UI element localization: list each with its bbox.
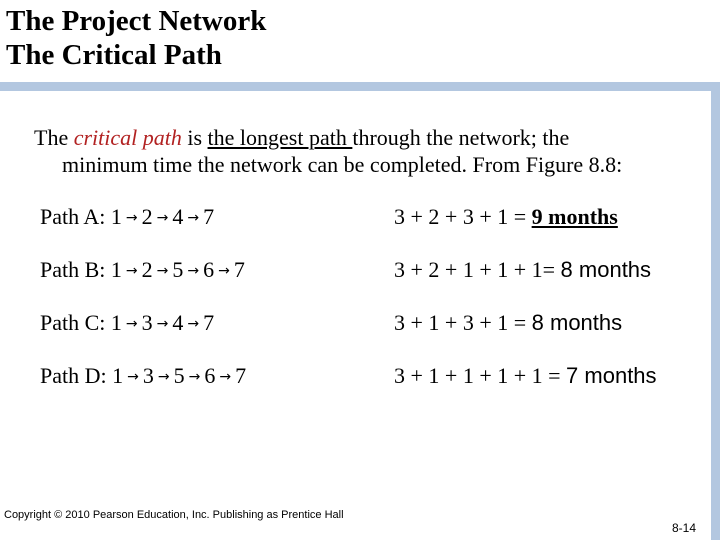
critical-path-term: critical path	[73, 125, 182, 150]
arrow-icon: →	[125, 263, 138, 279]
path-node: 5	[172, 257, 184, 282]
arrow-icon: →	[187, 316, 200, 332]
path-node: 3	[141, 310, 153, 335]
title-divider-bar	[0, 82, 720, 91]
intro-post: through the network; the	[352, 125, 570, 150]
path-calculation	[394, 202, 618, 232]
calc-result: 7 months	[566, 363, 657, 388]
arrow-icon: →	[218, 263, 230, 279]
path-node: 7	[203, 310, 215, 335]
path-label: Path A: 1	[40, 204, 122, 229]
path-label: Path B: 1	[40, 257, 122, 282]
path-node: 7	[203, 204, 215, 229]
path-sequence	[40, 361, 246, 392]
intro-underlined: the longest path	[207, 125, 353, 150]
page-number: 8-14	[672, 521, 697, 535]
arrow-icon: →	[127, 369, 139, 385]
calc-sum: 3 + 2 + 3 + 1 =	[394, 204, 532, 229]
path-sequence	[40, 308, 214, 339]
path-calculation	[394, 255, 651, 285]
calc-sum: 3 + 1 + 1 + 1 + 1 =	[394, 363, 567, 388]
calc-sum: 3 + 1 + 3 + 1 =	[394, 310, 532, 335]
calc-sum: 3 + 2 + 1 + 1 + 1=	[394, 257, 561, 282]
calc-result-critical: 9 months	[531, 204, 618, 229]
path-sequence	[40, 255, 245, 286]
path-node: 2	[141, 204, 153, 229]
arrow-icon: →	[219, 369, 232, 385]
arrow-icon: →	[156, 263, 169, 279]
slide-title	[6, 4, 266, 72]
intro-line-2: minimum time the network can be completed. From Figure 8.8:	[62, 152, 623, 177]
path-node: 2	[141, 257, 153, 282]
calc-result: 8 months	[531, 310, 623, 335]
path-calculation	[394, 308, 622, 338]
path-node: 7	[235, 363, 247, 388]
path-label: Path D: 1	[40, 363, 124, 388]
arrow-icon: →	[157, 369, 170, 385]
title-line-1: The Project Network	[6, 5, 267, 37]
arrow-icon: →	[187, 263, 200, 279]
calc-result: 8 months	[560, 257, 652, 282]
path-label: Path C: 1	[40, 310, 122, 335]
arrow-icon: →	[156, 210, 169, 226]
path-node: 5	[173, 363, 185, 388]
path-node: 4	[172, 204, 184, 229]
path-node: 4	[172, 310, 184, 335]
title-line-2: The Critical Path	[6, 39, 222, 71]
arrow-icon: →	[187, 210, 200, 226]
intro-pre: The	[34, 125, 74, 150]
arrow-icon: →	[188, 369, 201, 385]
path-node: 6	[204, 363, 216, 388]
copyright-notice: Copyright © 2010 Pearson Education, Inc. Publishing as Prentice Hall	[4, 509, 344, 521]
right-edge-bar	[711, 91, 720, 540]
intro-paragraph	[34, 124, 694, 178]
path-node: 3	[142, 363, 154, 388]
path-sequence	[40, 202, 214, 233]
path-calculation	[394, 361, 657, 391]
path-node: 6	[203, 257, 215, 282]
arrow-icon: →	[156, 316, 169, 332]
intro-mid: is	[181, 125, 208, 150]
arrow-icon: →	[125, 210, 138, 226]
arrow-icon: →	[125, 316, 138, 332]
path-node: 7	[233, 257, 245, 282]
